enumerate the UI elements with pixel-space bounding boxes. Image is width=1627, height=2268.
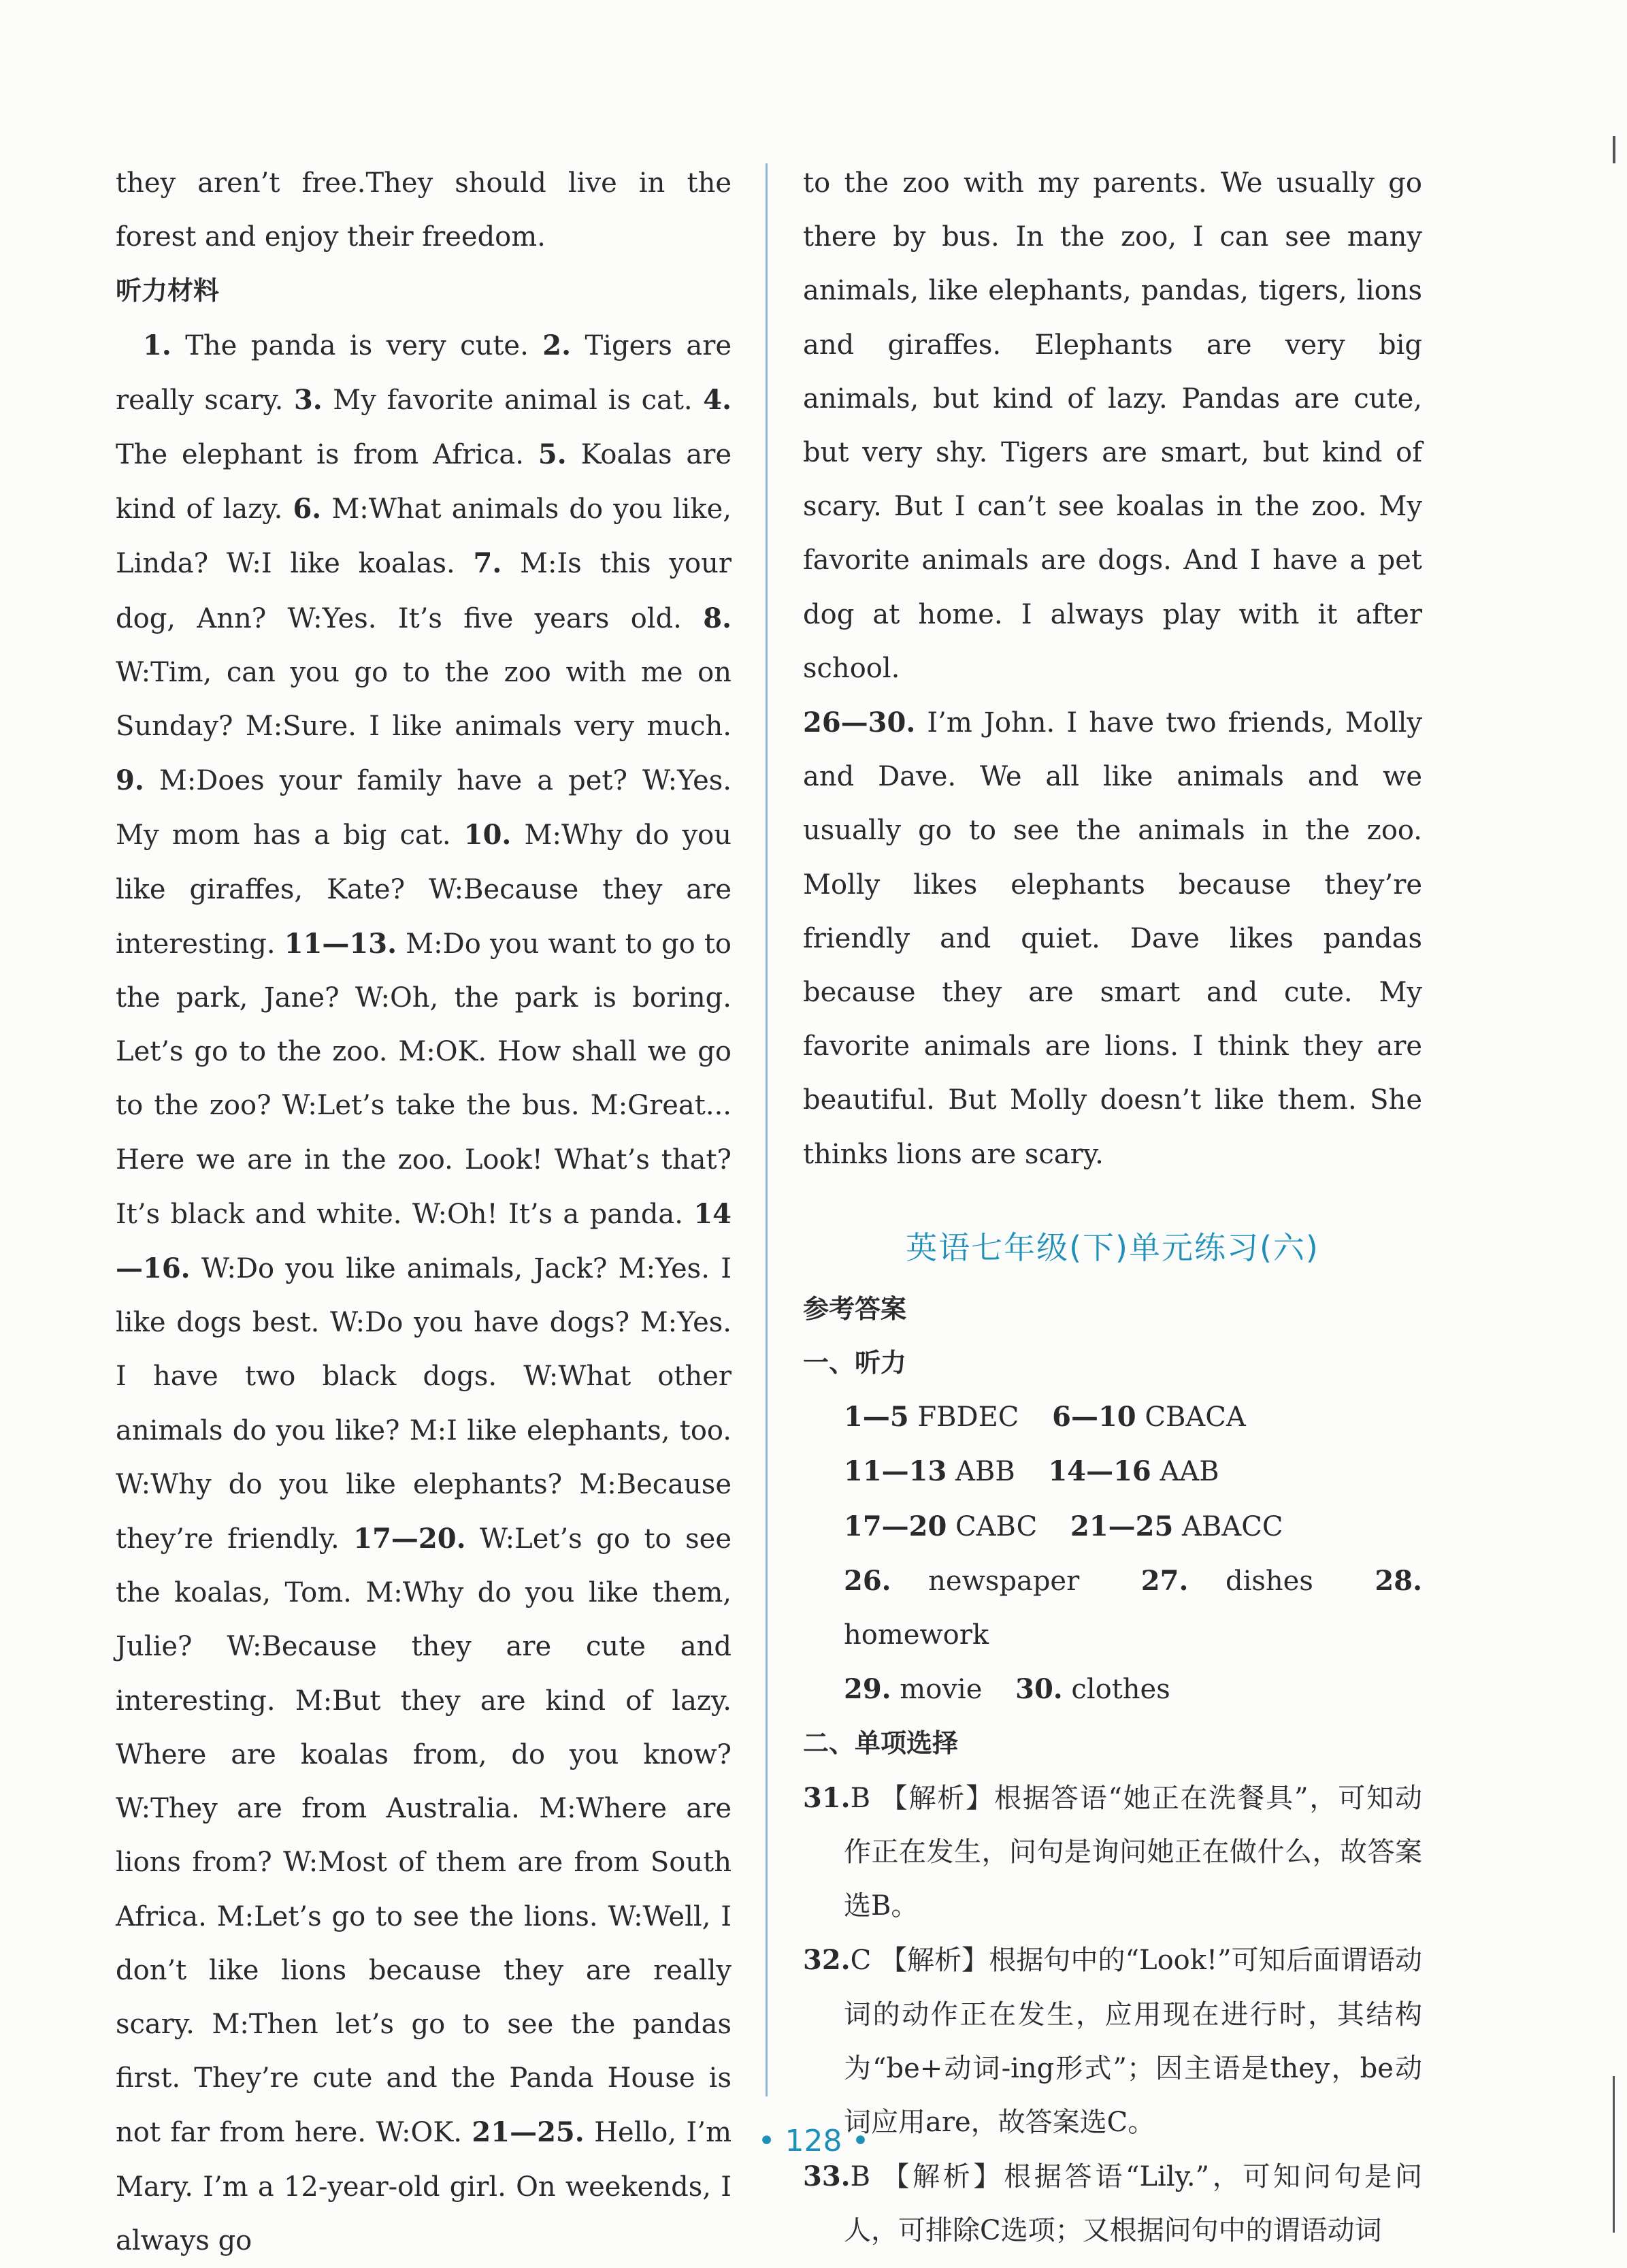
item-num: 3. xyxy=(293,383,323,416)
answer-num: 14—16 xyxy=(1048,1455,1151,1488)
answer-text: CABC xyxy=(947,1510,1038,1542)
answer-group xyxy=(844,1402,1019,1433)
answer-num: 1—5 xyxy=(844,1401,909,1433)
section-title: 英语七年级(下)单元练习(六) xyxy=(906,1229,1319,1266)
answer-text: movie xyxy=(891,1674,983,1706)
answer-text: AAB xyxy=(1151,1456,1219,1488)
item-text: B 【解析】根据答语“她正在洗餐具”，可知动作正在发生，问句是询问她正在做什么，故答案选B。 xyxy=(844,1782,1422,1922)
part2-heading: 二、单项选择 xyxy=(803,1728,959,1759)
item-text: C 【解析】根据句中的“Look!”可知后面谓语动词的动作正在发生，应用现在进行时，其结构为“be+动词-ing形式”；因主语是they，be动词应用are，故答案选C。 xyxy=(844,1945,1422,2138)
scan-edge-mark xyxy=(1613,2076,1615,2233)
explanation-item xyxy=(803,2150,1422,2258)
item-text: The elephant is from Africa. xyxy=(116,439,538,471)
scan-edge-mark xyxy=(1613,136,1615,163)
continuation-text: to the zoo with my parents. We usually go there by bus. In the zoo, I can see many animals, like elephants, pandas, tigers, lions and giraffes. Elephants are very big animals, but kind of lazy. Pandas are cute, but very shy. Tigers are smart, but kind of scary. But I can’t see koalas in the zoo. My favorite animals are dogs. And I have a pet dog at home. I always play with it after school. xyxy=(803,167,1422,684)
continuation-text: they aren’t free.They should live in the forest and enjoy their freedom. xyxy=(116,167,732,253)
answer-group xyxy=(844,1674,982,1705)
answer-num: 11—13 xyxy=(844,1455,947,1488)
item-text: The panda is very cute. xyxy=(171,329,543,361)
item-text: W:Tim, can you go to the zoo with me on Sunday? M:Sure. I like animals very much. xyxy=(116,656,732,743)
answer-num: 6—10 xyxy=(1052,1401,1136,1433)
item-text: W:Let’s go to see the koalas, Tom. M:Why do you like them, Julie? W:Because they are cute and interesting. M:But they are kind of lazy. Where are koalas from, do you know? W:They are from Australia. M:Where are lions from? W:Most of them are from South Africa. M:Let’s go to see the lions. W:Well, I don’t like lions because they are really scary. M:Then let’s go to see the pandas first. They’re cute and the Panda House is not far from here. W:OK. xyxy=(116,1523,732,2149)
left-column xyxy=(116,157,732,2268)
answer-num: 29. xyxy=(844,1673,891,1706)
item-num: 9. xyxy=(116,764,144,797)
answer-num: 28. xyxy=(1375,1564,1423,1597)
answer-group xyxy=(1141,1566,1313,1597)
item-text: M:What animals do you like, Linda? W:I like koalas. xyxy=(116,493,732,580)
item-num: 26—30. xyxy=(803,707,916,739)
right-column xyxy=(803,157,1422,2258)
answer-group xyxy=(844,1566,1079,1597)
item-num: 7. xyxy=(473,547,502,580)
item-num: 31. xyxy=(803,1781,851,1814)
item-num: 11—13. xyxy=(284,927,397,960)
answer-num: 21—25 xyxy=(1070,1510,1174,1542)
item-num: 1. xyxy=(143,329,171,361)
listening-heading: 听力材料 xyxy=(116,276,220,306)
answer-num: 26. xyxy=(844,1564,891,1597)
item-num: 17—20. xyxy=(353,1523,466,1555)
item-text: B 【解析】根据答语“Lily.”，可知问句是问人，可排除C选项；又根据问句中的谓语动词 xyxy=(844,2161,1422,2247)
item-text: I’m John. I have two friends, Molly and Dave. We all like animals and we usually go to see the animals in the zoo. Molly likes elephants because they’re friendly and quiet. Dave likes pandas because they are smart and cute. My favorite animals are lions. I think they are beautiful. But Molly doesn’t like them. She thinks lions are scary. xyxy=(803,707,1422,1170)
answer-num: 17—20 xyxy=(844,1510,947,1542)
item-text: My favorite animal is cat. xyxy=(322,384,704,416)
item-num: 21—25. xyxy=(472,2116,585,2149)
answer-group xyxy=(1052,1402,1246,1433)
part1-heading: 一、听力 xyxy=(803,1348,907,1378)
answer-group xyxy=(1070,1511,1283,1542)
answer-group xyxy=(1048,1456,1219,1487)
answer-row xyxy=(803,1444,1422,1499)
item-num: 32. xyxy=(803,1944,851,1977)
item-num: 4. xyxy=(703,383,732,416)
item-text: W:Do you like animals, Jack? M:Yes. I like dogs best. W:Do you have dogs? M:Yes. I have two black dogs. W:What other animals do you like? M:I like elephants, too. W:Why do you like elephants? M:Because they’re friendly. xyxy=(116,1253,732,1555)
item-text: M:Does your family have a pet? W:Yes. My mom has a big cat. xyxy=(116,765,732,852)
item-num: 6. xyxy=(293,493,322,525)
passage-26-30 xyxy=(803,696,1422,1182)
page-number: • 128 • xyxy=(757,2124,870,2158)
answer-text: ABACC xyxy=(1173,1510,1283,1542)
answer-text: clothes xyxy=(1062,1674,1170,1706)
answer-text: CBACA xyxy=(1136,1402,1246,1433)
item-num: 10. xyxy=(463,819,512,852)
item-num: 5. xyxy=(538,438,567,471)
answer-row xyxy=(803,1390,1422,1444)
answer-text: ABB xyxy=(947,1456,1015,1488)
column-divider xyxy=(766,163,768,2096)
answers-heading: 参考答案 xyxy=(803,1293,907,1324)
item-num: 2. xyxy=(542,329,572,361)
answer-row xyxy=(803,1554,1422,1662)
answer-group xyxy=(844,1511,1037,1542)
item-text: M:Why do you like giraffes, Kate? W:Because they are interesting. xyxy=(116,820,732,960)
answer-group xyxy=(844,1456,1015,1487)
listening-script xyxy=(116,319,732,2268)
item-text: Koalas are kind of lazy. xyxy=(116,439,732,525)
answer-row xyxy=(803,1662,1422,1717)
answer-num: 30. xyxy=(1015,1673,1063,1706)
item-num: 33. xyxy=(803,2160,851,2193)
explanation-item xyxy=(803,1933,1422,2150)
answer-text: homework xyxy=(844,1619,989,1651)
answer-text: newspaper xyxy=(891,1565,1080,1597)
answer-text: dishes xyxy=(1188,1565,1313,1597)
item-num: 14—16. xyxy=(116,1197,732,1285)
answer-text: FBDEC xyxy=(908,1402,1019,1433)
item-text: M:Is this your dog, Ann? W:Yes. It’s five years old. xyxy=(116,548,732,634)
explanation-item xyxy=(803,1771,1422,1934)
answer-num: 27. xyxy=(1140,1564,1189,1597)
item-text: Tigers are really scary. xyxy=(116,329,732,416)
answer-group xyxy=(1015,1674,1170,1705)
item-num: 8. xyxy=(703,602,732,634)
answer-row xyxy=(803,1500,1422,1554)
item-text: M:Do you want to go to the park, Jane? W:Oh, the park is boring. Let’s go to the zoo. M:OK. How shall we go to the zoo? W:Let’s take the bus. M:Great... Here we are in the zoo. Look! What’s that? It’s black and white. W:Oh! It’s a panda. xyxy=(116,928,732,1230)
item-text: Hello, I’m Mary. I’m a 12-year-old girl. On weekends, I always go xyxy=(116,2117,732,2256)
